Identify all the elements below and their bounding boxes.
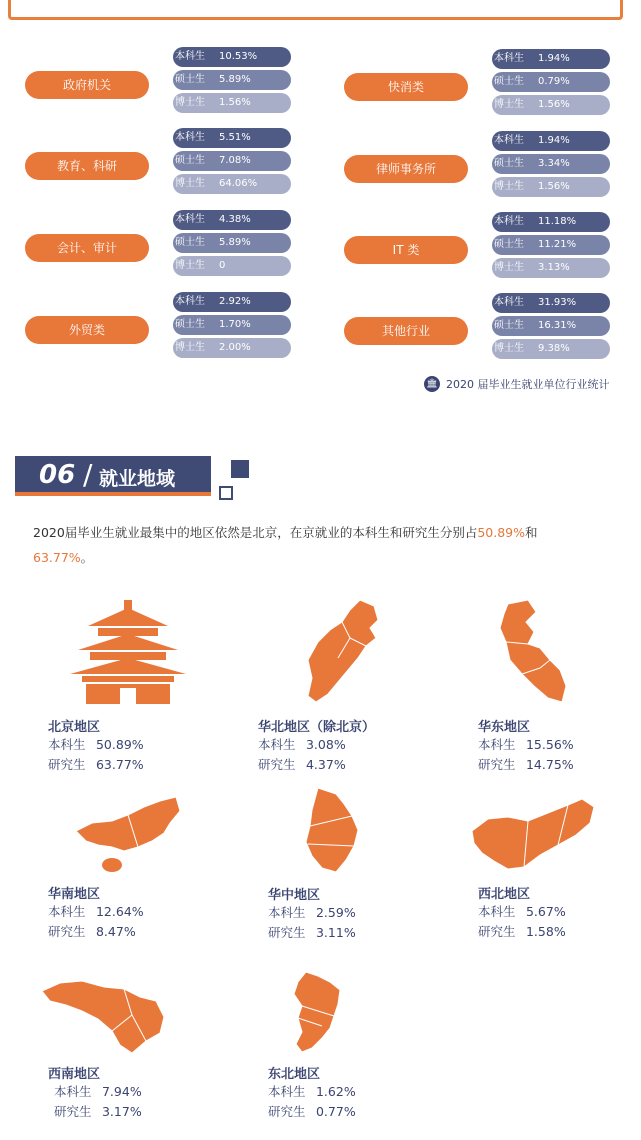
stat-value: 8.47%	[95, 924, 136, 939]
row-value: 5.51%	[219, 132, 251, 143]
row-label: 博士生	[175, 178, 205, 189]
row-undergrad	[492, 212, 610, 232]
row-value: 5.89%	[219, 74, 251, 85]
row-master	[492, 316, 610, 336]
region-card	[478, 795, 641, 942]
stat-grad	[54, 1102, 240, 1122]
row-label: 硕士生	[494, 76, 524, 87]
stat-value: 0.77%	[315, 1104, 356, 1119]
region-name: 华东地区	[478, 720, 531, 735]
row-label: 本科生	[175, 296, 205, 307]
row-value: 4.38%	[219, 214, 251, 225]
intro-text: 。	[80, 550, 94, 565]
row-master	[173, 315, 291, 335]
stat-label: 本科生	[478, 737, 516, 752]
row-label: 硕士生	[175, 319, 205, 330]
central-china-map-icon	[288, 786, 408, 876]
stat-undergrad	[258, 735, 458, 755]
region-name: 西北地区	[478, 887, 531, 902]
industry-category-pill: 其他行业	[344, 317, 468, 345]
row-value: 7.08%	[219, 155, 251, 166]
row-phd	[492, 95, 610, 115]
industry-block	[25, 128, 325, 202]
row-undergrad	[173, 210, 291, 230]
stat-label: 本科生	[268, 1084, 306, 1099]
stat-undergrad	[478, 735, 641, 755]
region-name: 华南地区	[48, 887, 101, 902]
row-value: 3.34%	[538, 158, 570, 169]
stat-label: 本科生	[48, 737, 86, 752]
row-value: 11.21%	[538, 239, 577, 250]
region-card	[268, 786, 468, 943]
row-label: 本科生	[494, 53, 524, 64]
row-label: 博士生	[494, 343, 524, 354]
source-note	[424, 376, 610, 392]
region-name: 西南地区	[48, 1067, 101, 1082]
industry-rows	[492, 49, 610, 118]
stat-label: 本科生	[258, 737, 296, 752]
row-master	[173, 233, 291, 253]
stat-grad	[478, 922, 641, 942]
row-value: 11.18%	[538, 216, 577, 227]
bank-icon: 🏛	[424, 376, 440, 392]
temple-of-heaven-icon	[68, 598, 188, 708]
industry-block	[25, 210, 325, 284]
industry-rows	[173, 210, 291, 279]
row-undergrad	[173, 292, 291, 312]
stat-grad	[258, 755, 458, 775]
row-label: 本科生	[175, 214, 205, 225]
stat-value: 3.11%	[315, 925, 356, 940]
region-card	[48, 795, 248, 942]
row-value: 1.56%	[219, 97, 251, 108]
region-name: 华中地区	[268, 888, 321, 903]
stat-grad	[268, 923, 468, 943]
row-value: 16.31%	[538, 320, 577, 331]
row-undergrad	[173, 47, 291, 67]
decor-square-outline	[219, 486, 233, 500]
stat-value: 3.08%	[305, 737, 346, 752]
row-undergrad	[173, 128, 291, 148]
row-value: 1.94%	[538, 53, 570, 64]
industry-rows	[492, 293, 610, 362]
stat-undergrad	[268, 903, 468, 923]
stat-value: 7.94%	[101, 1084, 142, 1099]
industry-rows	[173, 47, 291, 116]
stat-value: 5.67%	[525, 904, 566, 919]
row-label: 本科生	[494, 216, 524, 227]
row-label: 硕士生	[494, 320, 524, 331]
row-value: 1.94%	[538, 135, 570, 146]
row-label: 博士生	[494, 262, 524, 273]
row-phd	[492, 258, 610, 278]
row-label: 硕士生	[175, 74, 205, 85]
industry-category-pill: 会计、审计	[25, 234, 149, 262]
section-header	[15, 456, 255, 504]
stat-value: 4.37%	[305, 757, 346, 772]
stat-value: 2.59%	[315, 905, 356, 920]
stat-grad	[268, 1102, 468, 1122]
row-master	[492, 154, 610, 174]
stat-grad	[48, 922, 248, 942]
stat-undergrad	[48, 902, 248, 922]
south-china-map-icon	[68, 795, 188, 875]
industry-category-pill: IT 类	[344, 236, 468, 264]
stat-value: 63.77%	[95, 757, 144, 772]
region-card	[40, 975, 240, 1122]
industry-block	[344, 212, 641, 286]
stat-label: 研究生	[268, 1104, 306, 1119]
industry-category-pill: 政府机关	[25, 71, 149, 99]
row-phd	[173, 256, 291, 276]
row-master	[492, 72, 610, 92]
row-label: 硕士生	[175, 237, 205, 248]
intro-text: 和	[525, 525, 538, 540]
row-phd	[492, 339, 610, 359]
row-phd	[492, 177, 610, 197]
stat-label: 研究生	[48, 757, 86, 772]
industry-block	[25, 292, 325, 366]
stat-undergrad	[478, 902, 641, 922]
region-card	[48, 598, 248, 775]
region-name: 华北地区（除北京）	[258, 720, 376, 735]
northeast-china-map-icon	[282, 970, 402, 1055]
stat-value: 12.64%	[95, 904, 144, 919]
row-value: 10.53%	[219, 51, 258, 62]
stat-label: 研究生	[258, 757, 296, 772]
row-label: 博士生	[494, 99, 524, 110]
northwest-china-map-icon	[468, 795, 588, 875]
row-label: 博士生	[175, 97, 205, 108]
row-master	[173, 70, 291, 90]
region-card	[258, 598, 458, 775]
region-name: 北京地区	[48, 720, 101, 735]
row-phd	[173, 338, 291, 358]
row-label: 博士生	[494, 181, 524, 192]
stat-grad	[48, 755, 248, 775]
stat-label: 研究生	[268, 925, 306, 940]
industry-category-pill: 律师事务所	[344, 155, 468, 183]
industry-block	[344, 49, 641, 123]
stat-label: 本科生	[48, 904, 86, 919]
north-china-map-icon	[278, 598, 398, 708]
row-value: 0	[219, 260, 226, 271]
stat-value: 1.62%	[315, 1084, 356, 1099]
row-value: 1.70%	[219, 319, 251, 330]
row-undergrad	[492, 293, 610, 313]
industry-rows	[173, 128, 291, 197]
industry-category-pill: 教育、科研	[25, 152, 149, 180]
row-label: 博士生	[175, 260, 205, 271]
industry-block	[25, 47, 325, 121]
row-undergrad	[492, 49, 610, 69]
southwest-china-map-icon	[40, 975, 160, 1055]
top-frame-border	[8, 0, 623, 20]
row-value: 64.06%	[219, 178, 258, 189]
row-value: 0.79%	[538, 76, 570, 87]
intro-text: 2020届毕业生就业最集中的地区依然是北京，在京就业的本科生和研究生分别占	[33, 525, 478, 540]
stat-value: 14.75%	[525, 757, 574, 772]
section-number: 06	[39, 460, 76, 490]
stat-undergrad	[54, 1082, 240, 1102]
row-label: 硕士生	[494, 158, 524, 169]
row-value: 1.56%	[538, 181, 570, 192]
industry-category-pill: 外贸类	[25, 316, 149, 344]
decor-square	[231, 460, 249, 478]
intro-paragraph	[33, 520, 613, 570]
stat-label: 本科生	[54, 1084, 92, 1099]
industry-block	[344, 293, 641, 367]
industry-category-pill: 快消类	[344, 73, 468, 101]
stat-label: 研究生	[478, 757, 516, 772]
industry-block	[344, 131, 641, 205]
section-title: 就业地域	[99, 468, 176, 490]
row-label: 硕士生	[175, 155, 205, 166]
stat-label: 本科生	[268, 905, 306, 920]
stat-value: 1.58%	[525, 924, 566, 939]
row-label: 本科生	[175, 51, 205, 62]
intro-highlight-undergrad: 50.89%	[477, 525, 525, 540]
stat-undergrad	[48, 735, 248, 755]
industry-rows	[173, 292, 291, 361]
section-slash: /	[83, 458, 93, 491]
row-value: 31.93%	[538, 297, 577, 308]
stat-label: 研究生	[54, 1104, 92, 1119]
row-label: 博士生	[175, 342, 205, 353]
row-value: 9.38%	[538, 343, 570, 354]
intro-highlight-grad: 63.77%	[33, 550, 81, 565]
stat-value: 15.56%	[525, 737, 574, 752]
row-label: 硕士生	[494, 239, 524, 250]
row-value: 5.89%	[219, 237, 251, 248]
east-china-map-icon	[488, 598, 608, 708]
row-value: 1.56%	[538, 99, 570, 110]
row-value: 3.13%	[538, 262, 570, 273]
row-phd	[173, 93, 291, 113]
industry-rows	[492, 131, 610, 200]
row-value: 2.00%	[219, 342, 251, 353]
stat-label: 研究生	[478, 924, 516, 939]
row-phd	[173, 174, 291, 194]
region-name: 东北地区	[268, 1067, 321, 1082]
stat-value: 3.17%	[101, 1104, 142, 1119]
row-undergrad	[492, 131, 610, 151]
stat-label: 本科生	[478, 904, 516, 919]
stat-label: 研究生	[48, 924, 86, 939]
row-label: 本科生	[494, 297, 524, 308]
row-master	[173, 151, 291, 171]
stat-undergrad	[268, 1082, 468, 1102]
row-label: 本科生	[494, 135, 524, 146]
row-master	[492, 235, 610, 255]
industry-rows	[492, 212, 610, 281]
stat-grad	[478, 755, 641, 775]
source-text: 2020 届毕业生就业单位行业统计	[446, 378, 610, 391]
section-header-box	[15, 456, 211, 496]
row-value: 2.92%	[219, 296, 251, 307]
stat-value: 50.89%	[95, 737, 144, 752]
region-card	[478, 598, 641, 775]
region-card	[268, 970, 468, 1122]
row-label: 本科生	[175, 132, 205, 143]
